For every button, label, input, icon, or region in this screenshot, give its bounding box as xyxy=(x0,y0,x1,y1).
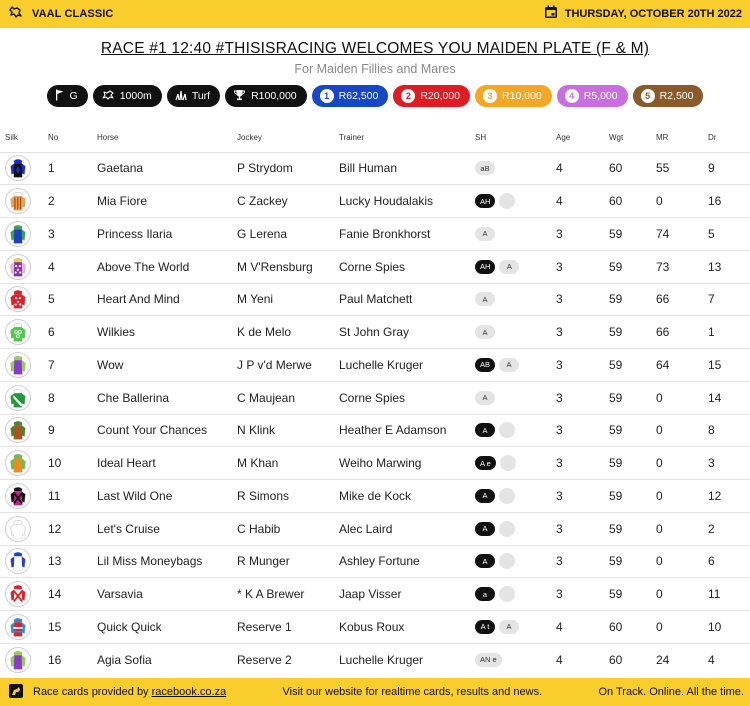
sh-badge: A xyxy=(475,391,495,405)
horse-weight: 59 xyxy=(609,512,656,545)
race-date: THURSDAY, OCTOBER 20TH 2022 xyxy=(564,8,742,20)
jockey-silk-icon xyxy=(5,352,31,378)
merit-rating: 0 xyxy=(656,185,708,218)
sh-badge: AN e xyxy=(475,653,502,667)
sh-cell xyxy=(475,283,556,316)
jockey-name: Reserve 2 xyxy=(237,652,292,667)
header-mr: MR xyxy=(656,124,708,152)
purse-label: R100,000 xyxy=(251,90,297,102)
trainer-name: Mike de Kock xyxy=(339,480,475,513)
horse-name[interactable]: Mia Fiore xyxy=(97,185,237,218)
draw: 6 xyxy=(708,545,750,578)
table-row[interactable] xyxy=(0,611,750,644)
horse-weight: 59 xyxy=(609,316,656,349)
jockey-silk-icon xyxy=(5,188,31,214)
sh-badge: AH xyxy=(475,194,495,208)
horse-number: 10 xyxy=(48,447,97,480)
table-row[interactable] xyxy=(0,316,750,349)
draw: 9 xyxy=(708,152,750,185)
table-row[interactable] xyxy=(0,381,750,414)
footer-bar xyxy=(0,678,750,706)
sh-badges xyxy=(475,488,556,504)
sh-badge: A e xyxy=(475,456,496,470)
going-chip xyxy=(47,85,88,107)
race-subtitle: For Maiden Fillies and Mares xyxy=(294,62,456,76)
silk-cell xyxy=(0,381,48,414)
silk-cell xyxy=(0,283,48,316)
horse-number: 11 xyxy=(48,480,97,513)
horse-weight: 60 xyxy=(609,152,656,185)
merit-rating: 74 xyxy=(656,218,708,251)
sh-empty-badge xyxy=(499,586,515,602)
venue-name: VAAL CLASSIC xyxy=(32,8,114,20)
trainer-name: Kobus Roux xyxy=(339,611,475,644)
place-4-chip xyxy=(557,85,628,107)
trainer-name: Alec Laird xyxy=(339,512,475,545)
silk-cell xyxy=(0,218,48,251)
draw: 8 xyxy=(708,414,750,447)
horse-number: 14 xyxy=(48,578,97,611)
horse-age: 3 xyxy=(556,512,609,545)
jockey-silk-icon xyxy=(5,614,31,640)
sh-badge: aB xyxy=(475,161,495,175)
footer-tagline: On Track. Online. All the time. xyxy=(598,686,744,698)
footer-credit xyxy=(8,683,226,702)
jockey-silk-icon xyxy=(5,647,31,673)
calendar-icon xyxy=(544,5,558,24)
horse-number: 1 xyxy=(48,152,97,185)
draw: 5 xyxy=(708,218,750,251)
trainer-name: Corne Spies xyxy=(339,250,475,283)
horse-number: 6 xyxy=(48,316,97,349)
horse-number: 4 xyxy=(48,250,97,283)
sh-badge: A xyxy=(499,260,519,274)
sh-badges xyxy=(475,260,556,274)
sh-empty-badge xyxy=(499,553,515,569)
horse-name[interactable]: Agia Sofia xyxy=(97,652,152,667)
merit-rating: 0 xyxy=(656,545,708,578)
place-amount: R62,500 xyxy=(338,90,379,102)
sh-badge: AB xyxy=(475,358,495,372)
jockey-silk-icon xyxy=(5,516,31,542)
sh-cell xyxy=(475,381,556,414)
draw: 4 xyxy=(708,652,715,667)
jockey-silk-icon xyxy=(5,385,31,411)
horse-name[interactable]: Wilkies xyxy=(97,316,237,349)
sh-badges xyxy=(475,620,556,634)
trainer-name: Bill Human xyxy=(339,152,475,185)
sh-badges xyxy=(475,521,556,537)
table-row[interactable] xyxy=(0,578,750,611)
jockey-name: M Yeni xyxy=(237,283,339,316)
sh-badge: A xyxy=(475,423,495,437)
header-dr: Dr xyxy=(708,124,750,152)
table-row[interactable] xyxy=(0,447,750,480)
sh-badges xyxy=(475,455,556,471)
horse-name[interactable]: Count Your Chances xyxy=(97,414,237,447)
sh-badge: a xyxy=(475,587,495,601)
table-row[interactable] xyxy=(0,480,750,513)
table-row[interactable] xyxy=(0,218,750,251)
sh-empty-badge xyxy=(500,455,516,471)
jockey-silk-icon xyxy=(5,254,31,280)
place-number: 5 xyxy=(641,89,655,103)
jockey-name: P Strydom xyxy=(237,152,339,185)
horse-name[interactable]: Above The World xyxy=(97,250,237,283)
horse-name[interactable]: Ideal Heart xyxy=(97,447,237,480)
jockey-silk-icon xyxy=(5,450,31,476)
distance-label: 1000m xyxy=(119,90,152,102)
horse-age: 3 xyxy=(556,316,609,349)
sh-badge: A xyxy=(475,292,495,306)
jockey-silk-icon xyxy=(5,417,31,443)
sh-cell xyxy=(475,218,556,251)
merit-rating: 0 xyxy=(656,414,708,447)
table-row[interactable] xyxy=(0,414,750,447)
horse-weight: 60 xyxy=(609,185,656,218)
sh-badges xyxy=(475,586,556,602)
place-number: 1 xyxy=(320,89,334,103)
draw: 15 xyxy=(708,349,750,382)
horse-name[interactable]: Lil Miss Moneybags xyxy=(97,545,237,578)
horse-weight: 59 xyxy=(609,283,656,316)
table-row[interactable] xyxy=(0,152,750,185)
place-number: 3 xyxy=(483,89,497,103)
sh-badge: A t xyxy=(475,620,495,634)
sh-cell xyxy=(475,611,556,644)
sh-empty-badge xyxy=(499,521,515,537)
trainer-name: Luchelle Kruger xyxy=(339,652,424,667)
draw: 12 xyxy=(708,480,750,513)
jockey-name: N Klink xyxy=(237,414,339,447)
horse-weight: 59 xyxy=(609,381,656,414)
table-row[interactable] xyxy=(0,283,750,316)
horse-weight: 59 xyxy=(609,250,656,283)
trainer-name: Ashley Fortune xyxy=(339,545,475,578)
horse-weight: 59 xyxy=(609,480,656,513)
horse-number: 12 xyxy=(48,512,97,545)
silk-cell xyxy=(0,250,48,283)
sh-badges xyxy=(475,653,556,667)
merit-rating: 24 xyxy=(656,652,670,667)
horse-number: 8 xyxy=(48,381,97,414)
header-no: No xyxy=(48,124,97,152)
silk-cell xyxy=(0,152,48,185)
merit-rating: 0 xyxy=(656,578,708,611)
horse-name[interactable]: Varsavia xyxy=(97,578,237,611)
footer-promo-text: Visit our website for realtime cards, results and news. xyxy=(282,686,543,698)
sh-badges xyxy=(475,292,556,306)
jockey-silk-icon xyxy=(5,221,31,247)
sh-cell xyxy=(475,480,556,513)
footer-credit-text: Race cards provided by xyxy=(33,686,149,698)
horse-weight: 59 xyxy=(609,414,656,447)
place-1-chip xyxy=(312,85,389,107)
sh-badge: A xyxy=(475,227,495,241)
horse-age: 3 xyxy=(556,447,609,480)
sh-cell xyxy=(475,152,556,185)
race-info-chips xyxy=(0,85,750,107)
table-row[interactable] xyxy=(0,250,750,283)
place-amount: R10,000 xyxy=(502,90,542,102)
jockey-silk-icon xyxy=(5,548,31,574)
horse-name[interactable]: Last Wild One xyxy=(97,480,237,513)
place-amount: R20,000 xyxy=(420,90,461,102)
horse-age: 3 xyxy=(556,250,609,283)
going-label: G xyxy=(69,90,78,102)
flag-icon xyxy=(55,89,65,104)
sh-cell xyxy=(475,349,556,382)
silk-cell xyxy=(0,545,48,578)
silk-cell xyxy=(0,185,48,218)
draw: 2 xyxy=(708,512,750,545)
sh-badges xyxy=(475,193,556,209)
trophy-icon xyxy=(233,89,246,104)
horse-number: 13 xyxy=(48,545,97,578)
place-number: 2 xyxy=(401,89,415,103)
sh-cell xyxy=(475,643,556,676)
jockey-name: R Simons xyxy=(237,480,339,513)
table-row[interactable] xyxy=(0,545,750,578)
top-bar xyxy=(0,0,750,28)
surface-label: Turf xyxy=(191,90,211,102)
horse-number: 15 xyxy=(48,611,97,644)
horse-age: 3 xyxy=(556,414,609,447)
sh-cell xyxy=(475,414,556,447)
trainer-name: Weiho Marwing xyxy=(339,447,475,480)
horse-age: 3 xyxy=(556,218,609,251)
place-amount: R5,000 xyxy=(583,90,618,102)
merit-rating: 66 xyxy=(656,283,708,316)
venue-group xyxy=(8,4,113,25)
merit-rating: 66 xyxy=(656,316,708,349)
merit-rating: 0 xyxy=(656,611,708,644)
jockey-name: J P v'd Merwe xyxy=(237,349,339,382)
distance-chip xyxy=(93,85,162,107)
horse-name[interactable]: Let's Cruise xyxy=(97,512,237,545)
draw: 16 xyxy=(708,185,750,218)
draw: 14 xyxy=(708,381,750,414)
header-horse: Horse xyxy=(97,124,237,152)
sh-badges xyxy=(475,227,556,241)
merit-rating: 0 xyxy=(656,447,708,480)
sh-cell xyxy=(475,316,556,349)
sh-badges xyxy=(475,391,556,405)
race-card-table xyxy=(0,124,750,676)
racebook-link[interactable]: racebook.co.za xyxy=(151,686,227,698)
jockey-silk-icon xyxy=(5,483,31,509)
horse-age: 3 xyxy=(556,381,609,414)
merit-rating: 0 xyxy=(656,480,708,513)
silk-cell xyxy=(0,414,48,447)
table-row[interactable] xyxy=(0,349,750,382)
sh-cell xyxy=(475,545,556,578)
silk-cell xyxy=(0,643,48,676)
sh-badge: A xyxy=(475,325,495,339)
draw: 10 xyxy=(708,611,750,644)
horse-age: 3 xyxy=(556,283,609,316)
sh-badge: A xyxy=(475,522,495,536)
turf-icon xyxy=(175,89,187,104)
horse-name[interactable]: Princess Ilaria xyxy=(97,218,237,251)
table-body xyxy=(0,152,750,676)
table-row[interactable] xyxy=(0,185,750,218)
sh-badge: A xyxy=(475,489,495,503)
jockey-name: C Habib xyxy=(237,512,339,545)
horse-weight: 59 xyxy=(609,578,656,611)
jockey-name: * K A Brewer xyxy=(237,578,339,611)
trainer-name: St John Gray xyxy=(339,316,475,349)
horse-icon xyxy=(101,89,115,104)
horse-age: 4 xyxy=(556,185,609,218)
horse-age: 3 xyxy=(556,480,609,513)
place-3-chip xyxy=(475,85,552,107)
silk-cell xyxy=(0,447,48,480)
merit-rating: 73 xyxy=(656,250,708,283)
horse-logo-icon xyxy=(8,4,24,25)
sh-empty-badge xyxy=(499,422,515,438)
draw: 3 xyxy=(708,447,750,480)
header-sh: SH xyxy=(475,124,556,152)
header-age: Age xyxy=(556,124,609,152)
horse-number: 16 xyxy=(48,652,62,667)
horse-name[interactable]: Quick Quick xyxy=(97,611,237,644)
horse-age: 3 xyxy=(556,578,609,611)
merit-rating: 64 xyxy=(656,349,708,382)
trainer-name: Corne Spies xyxy=(339,381,475,414)
sh-badges xyxy=(475,422,556,438)
horse-age: 4 xyxy=(556,152,609,185)
horse-number: 5 xyxy=(48,283,97,316)
jockey-name: M V'Rensburg xyxy=(237,250,339,283)
trainer-name: Jaap Visser xyxy=(339,578,475,611)
horse-age: 3 xyxy=(556,545,609,578)
silk-cell xyxy=(0,578,48,611)
jockey-name: G Lerena xyxy=(237,218,339,251)
sh-cell xyxy=(475,185,556,218)
trainer-name: Heather E Adamson xyxy=(339,414,475,447)
horse-weight: 60 xyxy=(609,652,623,667)
merit-rating: 0 xyxy=(656,512,708,545)
sh-cell xyxy=(475,578,556,611)
horse-number: 3 xyxy=(48,218,97,251)
header-jockey: Jockey xyxy=(237,124,339,152)
racebook-logo-icon xyxy=(8,683,24,702)
horse-name[interactable]: Gaetana xyxy=(97,152,237,185)
silk-cell xyxy=(0,349,48,382)
header-silk: Silk xyxy=(0,124,48,152)
sh-badges xyxy=(475,553,556,569)
header-trainer: Trainer xyxy=(339,124,475,152)
trainer-name: Luchelle Kruger xyxy=(339,349,475,382)
sh-badges xyxy=(475,161,556,175)
jockey-silk-icon xyxy=(5,581,31,607)
jockey-name: R Munger xyxy=(237,545,339,578)
draw: 13 xyxy=(708,250,750,283)
horse-number: 7 xyxy=(48,349,97,382)
merit-rating: 0 xyxy=(656,381,708,414)
jockey-name: C Maujean xyxy=(237,381,339,414)
horse-weight: 59 xyxy=(609,545,656,578)
horse-number: 9 xyxy=(48,414,97,447)
draw: 11 xyxy=(708,578,750,611)
jockey-name: M Khan xyxy=(237,447,339,480)
horse-name[interactable]: Che Ballerina xyxy=(97,381,237,414)
table-row[interactable] xyxy=(0,643,750,676)
surface-chip xyxy=(167,85,220,107)
horse-weight: 59 xyxy=(609,349,656,382)
jockey-silk-icon xyxy=(5,286,31,312)
trainer-name: Paul Matchett xyxy=(339,283,475,316)
header-wgt: Wgt xyxy=(609,124,656,152)
jockey-silk-icon xyxy=(5,155,31,181)
table-row[interactable] xyxy=(0,512,750,545)
sh-badge: A xyxy=(499,620,519,634)
place-amount: R2,500 xyxy=(659,90,694,102)
horse-age: 4 xyxy=(556,611,609,644)
sh-badges xyxy=(475,358,556,372)
place-2-chip xyxy=(393,85,470,107)
table-header-row xyxy=(0,124,750,152)
sh-badge: A xyxy=(475,554,495,568)
silk-cell xyxy=(0,316,48,349)
place-number: 4 xyxy=(565,89,579,103)
sh-empty-badge xyxy=(499,193,515,209)
jockey-name: C Zackey xyxy=(237,185,339,218)
draw: 7 xyxy=(708,283,750,316)
sh-cell xyxy=(475,447,556,480)
horse-name[interactable]: Wow xyxy=(97,349,237,382)
sh-badges xyxy=(475,325,556,339)
sh-cell xyxy=(475,512,556,545)
date-group xyxy=(544,5,742,24)
jockey-name: Reserve 1 xyxy=(237,611,339,644)
sh-badge: A xyxy=(499,358,519,372)
draw: 1 xyxy=(708,316,750,349)
horse-number: 2 xyxy=(48,185,97,218)
place-5-chip xyxy=(633,85,704,107)
silk-cell xyxy=(0,611,48,644)
jockey-silk-icon xyxy=(5,319,31,345)
trainer-name: Lucky Houdalakis xyxy=(339,185,475,218)
sh-badge: AH xyxy=(475,260,495,274)
silk-cell xyxy=(0,512,48,545)
sh-cell xyxy=(475,250,556,283)
horse-name[interactable]: Heart And Mind xyxy=(97,283,237,316)
race-title: RACE #1 12:40 #THISISRACING WELCOMES YOU MAIDEN PLATE (F & M) xyxy=(100,40,650,57)
horse-weight: 60 xyxy=(609,611,656,644)
silk-cell xyxy=(0,480,48,513)
horse-weight: 59 xyxy=(609,218,656,251)
jockey-name: K de Melo xyxy=(237,316,339,349)
horse-age: 3 xyxy=(556,349,609,382)
merit-rating: 55 xyxy=(656,152,708,185)
trainer-name: Fanie Bronkhorst xyxy=(339,218,475,251)
horse-age: 4 xyxy=(556,652,563,667)
horse-weight: 59 xyxy=(609,447,656,480)
purse-chip xyxy=(225,85,307,107)
sh-empty-badge xyxy=(499,488,515,504)
